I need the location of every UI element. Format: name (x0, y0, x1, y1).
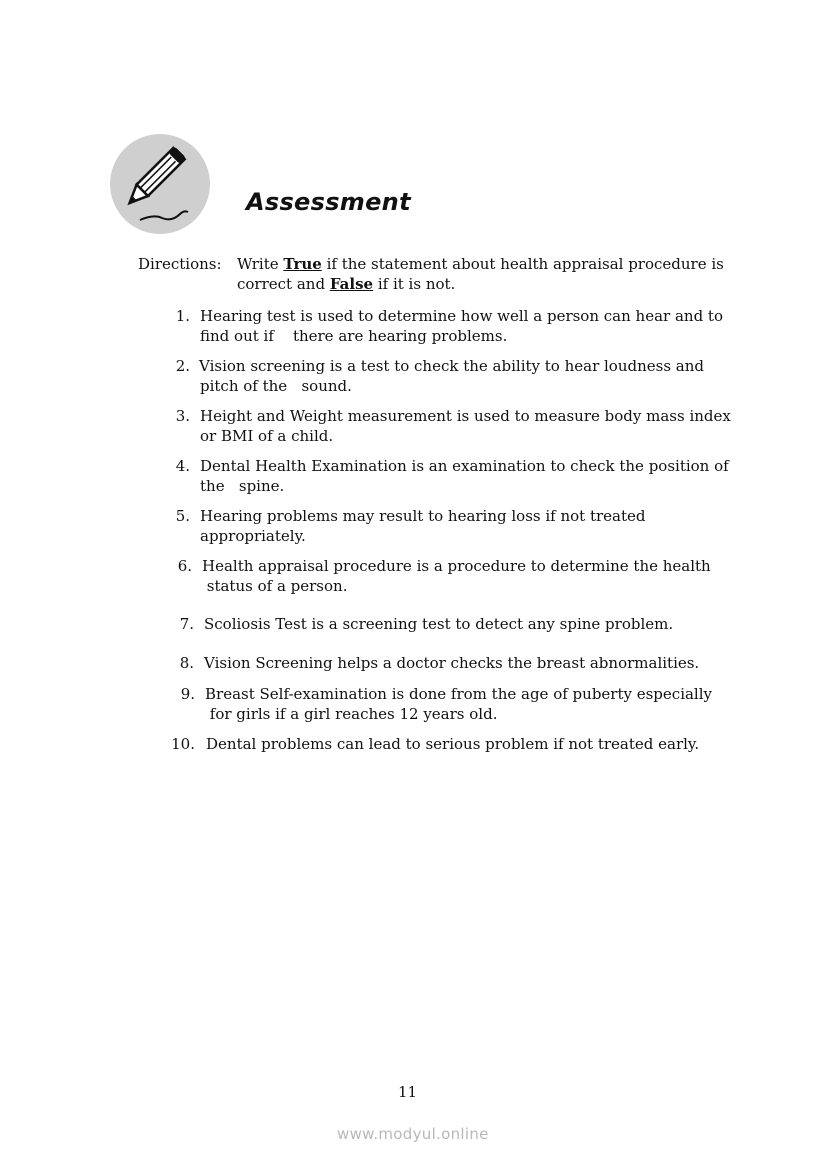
item-text: Hearing problems may result to hearing loss if not treated (200, 507, 646, 525)
item-number: 8. (179, 654, 194, 672)
pencil-icon-badge (110, 134, 210, 234)
item-number: 9. (180, 685, 195, 703)
item-text: Scoliosis Test is a screening test to detect any spine problem. (204, 615, 674, 633)
item-text: Height and Weight measurement is used to measure body mass index (200, 407, 731, 425)
item-text: Vision screening is a test to check the ability to hear loudness and (199, 357, 705, 375)
item-text: find out if there are hearing problems. (200, 327, 508, 345)
item-text: pitch of the sound. (200, 377, 352, 395)
item-number: 6. (177, 557, 192, 575)
item-text: status of a person. (202, 577, 348, 595)
item-text: for girls if a girl reaches 12 years old. (205, 705, 498, 723)
item-number: 4. (175, 457, 190, 475)
item-number: 10. (171, 735, 195, 753)
pencil-icon (110, 134, 210, 234)
item-text: Breast Self-examination is done from the age of puberty especially (205, 685, 712, 703)
item-text: Health appraisal procedure is a procedure to determine the health (202, 557, 711, 575)
directions-text-part: correct and (237, 275, 330, 293)
item-number: 3. (175, 407, 190, 425)
directions-text (237, 254, 737, 294)
directions-text-part: if it is not. (373, 275, 456, 293)
directions-text-part: if the statement about health appraisal procedure is (321, 255, 724, 273)
false-keyword: False (329, 275, 374, 293)
item-text: Hearing test is used to determine how well a person can hear and to (200, 307, 723, 325)
item-number: 5. (175, 507, 190, 525)
item-text: appropriately. (200, 527, 306, 545)
item-text: Vision Screening helps a doctor checks the breast abnormalities. (204, 654, 700, 672)
page-number: 11 (398, 1083, 418, 1101)
item-number: 7. (179, 615, 194, 633)
item-number: 2. (175, 357, 190, 375)
item-text: or BMI of a child. (200, 427, 334, 445)
item-number: 1. (175, 307, 190, 325)
directions-label: Directions: (138, 255, 222, 273)
item-text: Dental problems can lead to serious problem if not treated early. (206, 735, 700, 753)
item-text: Dental Health Examination is an examination to check the position of (200, 457, 729, 475)
directions-text-part: Write (237, 255, 284, 273)
true-keyword: True (283, 255, 322, 273)
item-text: the spine. (200, 477, 285, 495)
watermark: www.modyul.online (337, 1125, 489, 1143)
page-title: Assessment (246, 188, 411, 216)
